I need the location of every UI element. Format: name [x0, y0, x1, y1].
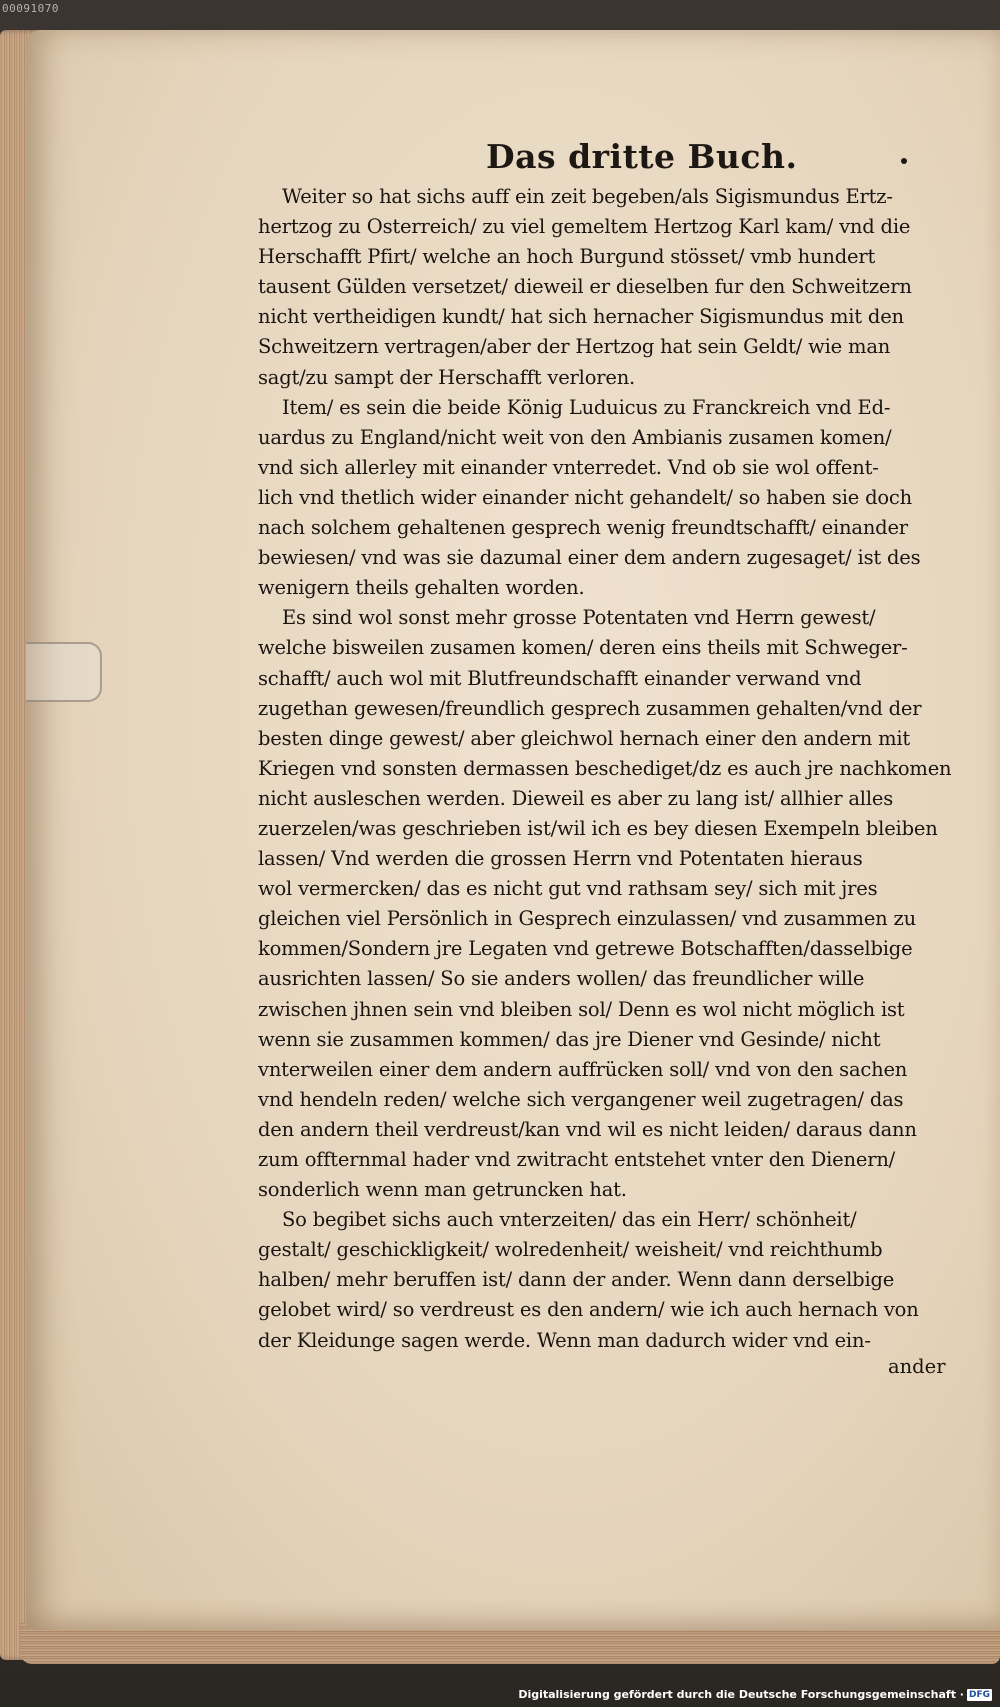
text-line: wenigern theils gehalten worden. — [258, 576, 585, 600]
catchword: ander — [888, 1355, 946, 1378]
text-line: tausent Gülden versetzet/ dieweil er dieselben fur den Schweitzern — [258, 275, 912, 299]
text-line: vnd hendeln reden/ welche sich vergangener weil zugetragen/ das — [258, 1087, 904, 1111]
scan-id-label: 00091070 — [2, 2, 59, 15]
text-line: sonderlich wenn man getruncken hat. — [258, 1178, 627, 1202]
text-line: gelobet wird/ so verdreust es den andern/ wie ich auch hernach von — [258, 1298, 919, 1322]
text-line: zuerzelen/was geschrieben ist/wil ich es bey diesen Exempeln bleiben — [258, 816, 938, 840]
text-line: zum offternmal hader vnd zwitracht entstehet vnter den Dienern/ — [258, 1148, 896, 1171]
text-line: Kriegen vnd sonsten dermassen beschediget/dz es auch jre nachkomen — [258, 756, 952, 780]
text-line: zwischen jhnen sein vnd bleiben sol/ Denn es wol nicht möglich ist — [258, 997, 905, 1021]
text-line: vnterweilen einer dem andern auffrücken soll/ vnd von den sachen — [258, 1057, 908, 1081]
text-line: besten dinge gewest/ aber gleichwol hernach einer den andern mit — [258, 726, 911, 750]
text-line: hertzog zu Osterreich/ zu viel gemeltem Hertzog Karl kam/ vnd die — [258, 215, 911, 239]
text-line: lassen/ Vnd werden die grossen Herrn vnd Potentaten hieraus — [258, 847, 863, 871]
text-line: So begibet sichs auch vnterzeiten/ das ein Herr/ schönheit/ — [282, 1208, 857, 1232]
text-line: vnd sich allerley mit einander vnterredet. Vnd ob sie wol offent- — [258, 455, 879, 479]
text-line: gleichen viel Persönlich in Gesprech einzulassen/ vnd zusammen zu — [258, 907, 916, 931]
text-line: den andern theil verdreust/kan vnd wil es nicht leiden/ daraus dann — [258, 1117, 917, 1141]
text-line: bewiesen/ vnd was sie dazumal einer dem andern zugesaget/ ist des — [258, 546, 921, 570]
text-line: wol vermercken/ das es nicht gut vnd rathsam sey/ sich mit jres — [258, 877, 878, 901]
text-line: Schweitzern vertragen/aber der Hertzog hat sein Geldt/ wie man — [258, 335, 891, 359]
text-line: zugethan gewesen/freundlich gesprech zusammen gehalten/vnd der — [258, 696, 922, 720]
ornament-dot — [901, 158, 907, 164]
text-line: nicht ausleschen werden. Dieweil es aber zu lang ist/ allhier alles — [258, 786, 894, 810]
text-line: wenn sie zusammen kommen/ das jre Diener vnd Gesinde/ nicht — [258, 1027, 881, 1051]
text-line: Es sind wol sonst mehr grosse Potentaten vnd Herrn gewest/ — [282, 606, 876, 630]
text-line: kommen/Sondern jre Legaten vnd getrewe Botschafften/dasselbige — [258, 937, 913, 961]
text-line: ausrichten lassen/ So sie anders wollen/ das freundlicher wille — [258, 967, 865, 991]
text-line: lich vnd thetlich wider einander nicht gehandelt/ so haben sie doch — [258, 485, 912, 509]
footer-text: Digitalisierung gefördert durch die Deutsche Forschungsgemeinschaft · — [518, 1688, 964, 1701]
text-line: der Kleidunge sagen werde. Wenn man dadurch wider vnd ein- — [258, 1328, 871, 1352]
dfg-logo-icon: DFG — [968, 1689, 990, 1700]
text-line: uardus zu England/nicht weit von den Ambianis zusamen komen/ — [258, 425, 892, 449]
text-line: sagt/zu sampt der Herschafft verloren. — [258, 365, 636, 389]
text-line: gestalt/ geschickligkeit/ wolredenheit/ weisheit/ vnd reichthumb — [258, 1238, 883, 1262]
text-line: Herschafft Pfirt/ welche an hoch Burgund stösset/ vmb hundert — [258, 245, 876, 269]
page-body-text — [258, 182, 956, 1356]
text-line: halben/ mehr beruffen ist/ dann der ander. Wenn dann derselbige — [258, 1268, 895, 1292]
text-line: schafft/ auch wol mit Blutfreundschafft einander verwand vnd — [258, 666, 862, 690]
text-line: nach solchem gehaltenen gesprech wenig freundtschafft/ einander — [258, 516, 908, 540]
digitization-credit — [518, 1688, 992, 1701]
text-line: nicht vertheidigen kundt/ hat sich hernacher Sigismundus mit den — [258, 305, 904, 329]
paper-clip-icon — [26, 642, 102, 702]
text-line: Item/ es sein die beide König Luduicus zu Franckreich vnd Ed- — [282, 395, 891, 419]
running-head: Das dritte Buch. — [486, 137, 798, 176]
text-line: welche bisweilen zusamen komen/ deren eins theils mit Schweger- — [258, 636, 908, 660]
text-line: Weiter so hat sichs auff ein zeit begeben/als Sigismundus Ertz- — [282, 185, 893, 208]
